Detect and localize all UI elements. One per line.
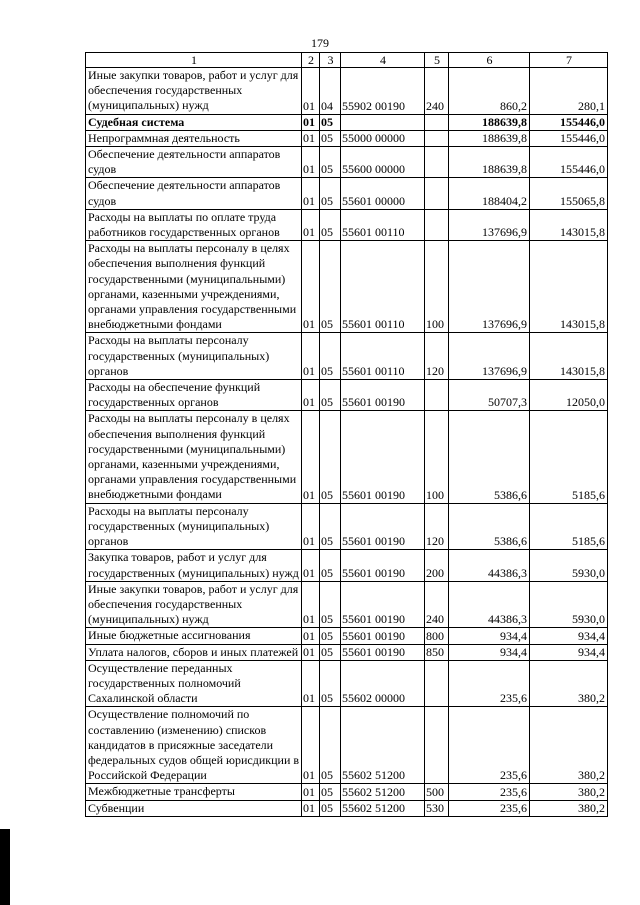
expense-type-code: 100 [425,241,449,333]
subsection-code: 05 [320,380,341,411]
row-description: Иные закупки товаров, работ и услуг для обеспечения государственных (муниципальных) нужд [86,68,302,115]
row-description: Межбюджетные трансферты [86,784,302,800]
table-row [86,147,608,178]
row-description: Расходы на выплаты по оплате труда работников государственных органов [86,209,302,240]
expense-type-code: 850 [425,644,449,660]
subsection-code: 05 [320,644,341,660]
table-row [86,784,608,800]
section-code: 01 [302,333,320,380]
row-description: Расходы на обеспечение функций государственных органов [86,380,302,411]
section-code: 01 [302,550,320,581]
subsection-code: 05 [320,784,341,800]
amount-col7: 143015,8 [530,241,608,333]
subsection-code: 05 [320,209,341,240]
amount-col7: 5185,6 [530,503,608,550]
section-code: 01 [302,660,320,707]
amount-col7: 280,1 [530,68,608,115]
expense-type-code: 800 [425,628,449,644]
section-code: 01 [302,800,320,816]
row-description: Иные бюджетные ассигнования [86,628,302,644]
target-article-code: 55000 00000 [341,130,425,146]
subsection-code: 05 [320,114,341,130]
table-row [86,660,608,707]
table-row [86,628,608,644]
section-code: 01 [302,147,320,178]
row-description: Закупка товаров, работ и услуг для государственных (муниципальных) нужд [86,550,302,581]
amount-col6: 188639,8 [449,130,530,146]
row-description: Осуществление переданных государственных полномочий Сахалинской области [86,660,302,707]
section-code: 01 [302,581,320,628]
subsection-code: 05 [320,581,341,628]
row-description: Осуществление полномочий по составлению (изменению) списков кандидатов в присяжные заседатели федеральных судов общей юрисдикции в Российской Федерации [86,707,302,784]
table-row [86,333,608,380]
amount-col6: 934,4 [449,644,530,660]
section-code: 01 [302,628,320,644]
expense-type-code: 120 [425,503,449,550]
section-code: 01 [302,68,320,115]
amount-col6: 188404,2 [449,178,530,209]
amount-col6: 188639,8 [449,114,530,130]
table-row [86,550,608,581]
target-article-code: 55600 00000 [341,147,425,178]
section-code: 01 [302,241,320,333]
amount-col6: 137696,9 [449,209,530,240]
subsection-code: 05 [320,550,341,581]
target-article-code: 55601 00190 [341,411,425,503]
row-description: Уплата налогов, сборов и иных платежей [86,644,302,660]
subsection-code: 05 [320,628,341,644]
subsection-code: 05 [320,660,341,707]
expense-type-code [425,380,449,411]
section-code: 01 [302,380,320,411]
row-description: Расходы на выплаты персоналу в целях обеспечения выполнения функций государственными (муниципальными) органами, казенными учреждениями, органами управления государственными внебюджетными фондами [86,411,302,503]
section-code: 01 [302,114,320,130]
section-code: 01 [302,784,320,800]
subsection-code: 05 [320,333,341,380]
header-cell: 2 [302,53,320,68]
subsection-code: 05 [320,241,341,333]
row-description: Субвенции [86,800,302,816]
table-row [86,411,608,503]
amount-col7: 380,2 [530,707,608,784]
amount-col6: 235,6 [449,784,530,800]
amount-col6: 188639,8 [449,147,530,178]
table-row [86,241,608,333]
table-row [86,130,608,146]
row-description: Расходы на выплаты персоналу в целях обеспечения выполнения функций государственными (муниципальными) органами, казенными учреждениями, органами управления государственными внебюджетными фондами [86,241,302,333]
amount-col6: 5386,6 [449,411,530,503]
subsection-code: 05 [320,411,341,503]
header-cell: 3 [320,53,341,68]
amount-col7: 934,4 [530,644,608,660]
expense-type-code [425,147,449,178]
table-row [86,581,608,628]
row-description: Обеспечение деятельности аппаратов судов [86,147,302,178]
subsection-code: 05 [320,800,341,816]
amount-col6: 44386,3 [449,550,530,581]
row-description: Судебная система [86,114,302,130]
target-article-code: 55601 00190 [341,628,425,644]
amount-col7: 155446,0 [530,114,608,130]
section-code: 01 [302,178,320,209]
header-cell: 1 [86,53,302,68]
target-article-code: 55602 51200 [341,800,425,816]
target-article-code: 55602 51200 [341,707,425,784]
row-description: Расходы на выплаты персоналу государственных (муниципальных) органов [86,333,302,380]
amount-col7: 5930,0 [530,581,608,628]
expense-type-code [425,660,449,707]
subsection-code: 04 [320,68,341,115]
expense-type-code: 500 [425,784,449,800]
header-row [86,53,608,68]
target-article-code: 55601 00190 [341,380,425,411]
target-article-code [341,114,425,130]
amount-col6: 137696,9 [449,333,530,380]
table-row [86,503,608,550]
expense-type-code: 200 [425,550,449,581]
expense-type-code: 240 [425,581,449,628]
section-code: 01 [302,707,320,784]
amount-col6: 860,2 [449,68,530,115]
page-number: 179 [311,36,329,50]
section-code: 01 [302,209,320,240]
amount-col7: 143015,8 [530,333,608,380]
table-row [86,644,608,660]
table-row [86,209,608,240]
expense-type-code [425,114,449,130]
amount-col6: 50707,3 [449,380,530,411]
target-article-code: 55601 00110 [341,241,425,333]
section-code: 01 [302,644,320,660]
header-cell: 4 [341,53,425,68]
amount-col7: 380,2 [530,784,608,800]
target-article-code: 55601 00190 [341,581,425,628]
target-article-code: 55601 00000 [341,178,425,209]
amount-col6: 5386,6 [449,503,530,550]
section-code: 01 [302,130,320,146]
row-description: Обеспечение деятельности аппаратов судов [86,178,302,209]
header-cell: 7 [530,53,608,68]
amount-col6: 235,6 [449,800,530,816]
subsection-code: 05 [320,178,341,209]
target-article-code: 55601 00110 [341,209,425,240]
target-article-code: 55601 00190 [341,644,425,660]
row-description: Расходы на выплаты персоналу государственных (муниципальных) органов [86,503,302,550]
expense-type-code: 100 [425,411,449,503]
amount-col6: 934,4 [449,628,530,644]
amount-col6: 137696,9 [449,241,530,333]
table-row [86,178,608,209]
row-description: Непрограммная деятельность [86,130,302,146]
table-row [86,68,608,115]
amount-col7: 155065,8 [530,178,608,209]
target-article-code: 55602 00000 [341,660,425,707]
expense-type-code [425,209,449,240]
target-article-code: 55602 51200 [341,784,425,800]
subsection-code: 05 [320,147,341,178]
expense-type-code [425,130,449,146]
amount-col7: 380,2 [530,800,608,816]
budget-table [85,52,608,817]
subsection-code: 05 [320,503,341,550]
amount-col6: 44386,3 [449,581,530,628]
amount-col7: 5185,6 [530,411,608,503]
target-article-code: 55902 00190 [341,68,425,115]
amount-col6: 235,6 [449,707,530,784]
amount-col7: 380,2 [530,660,608,707]
amount-col7: 934,4 [530,628,608,644]
table-row [86,114,608,130]
expense-type-code: 240 [425,68,449,115]
section-code: 01 [302,503,320,550]
expense-type-code: 530 [425,800,449,816]
amount-col7: 143015,8 [530,209,608,240]
amount-col6: 235,6 [449,660,530,707]
amount-col7: 155446,0 [530,130,608,146]
expense-type-code: 120 [425,333,449,380]
target-article-code: 55601 00190 [341,503,425,550]
table-row [86,800,608,816]
expense-type-code [425,707,449,784]
subsection-code: 05 [320,707,341,784]
binding-mark [0,829,10,905]
expense-type-code [425,178,449,209]
header-cell: 5 [425,53,449,68]
subsection-code: 05 [320,130,341,146]
target-article-code: 55601 00190 [341,550,425,581]
amount-col7: 12050,0 [530,380,608,411]
section-code: 01 [302,411,320,503]
amount-col7: 5930,0 [530,550,608,581]
row-description: Иные закупки товаров, работ и услуг для обеспечения государственных (муниципальных) нужд [86,581,302,628]
header-cell: 6 [449,53,530,68]
table-row [86,707,608,784]
amount-col7: 155446,0 [530,147,608,178]
target-article-code: 55601 00110 [341,333,425,380]
table-row [86,380,608,411]
